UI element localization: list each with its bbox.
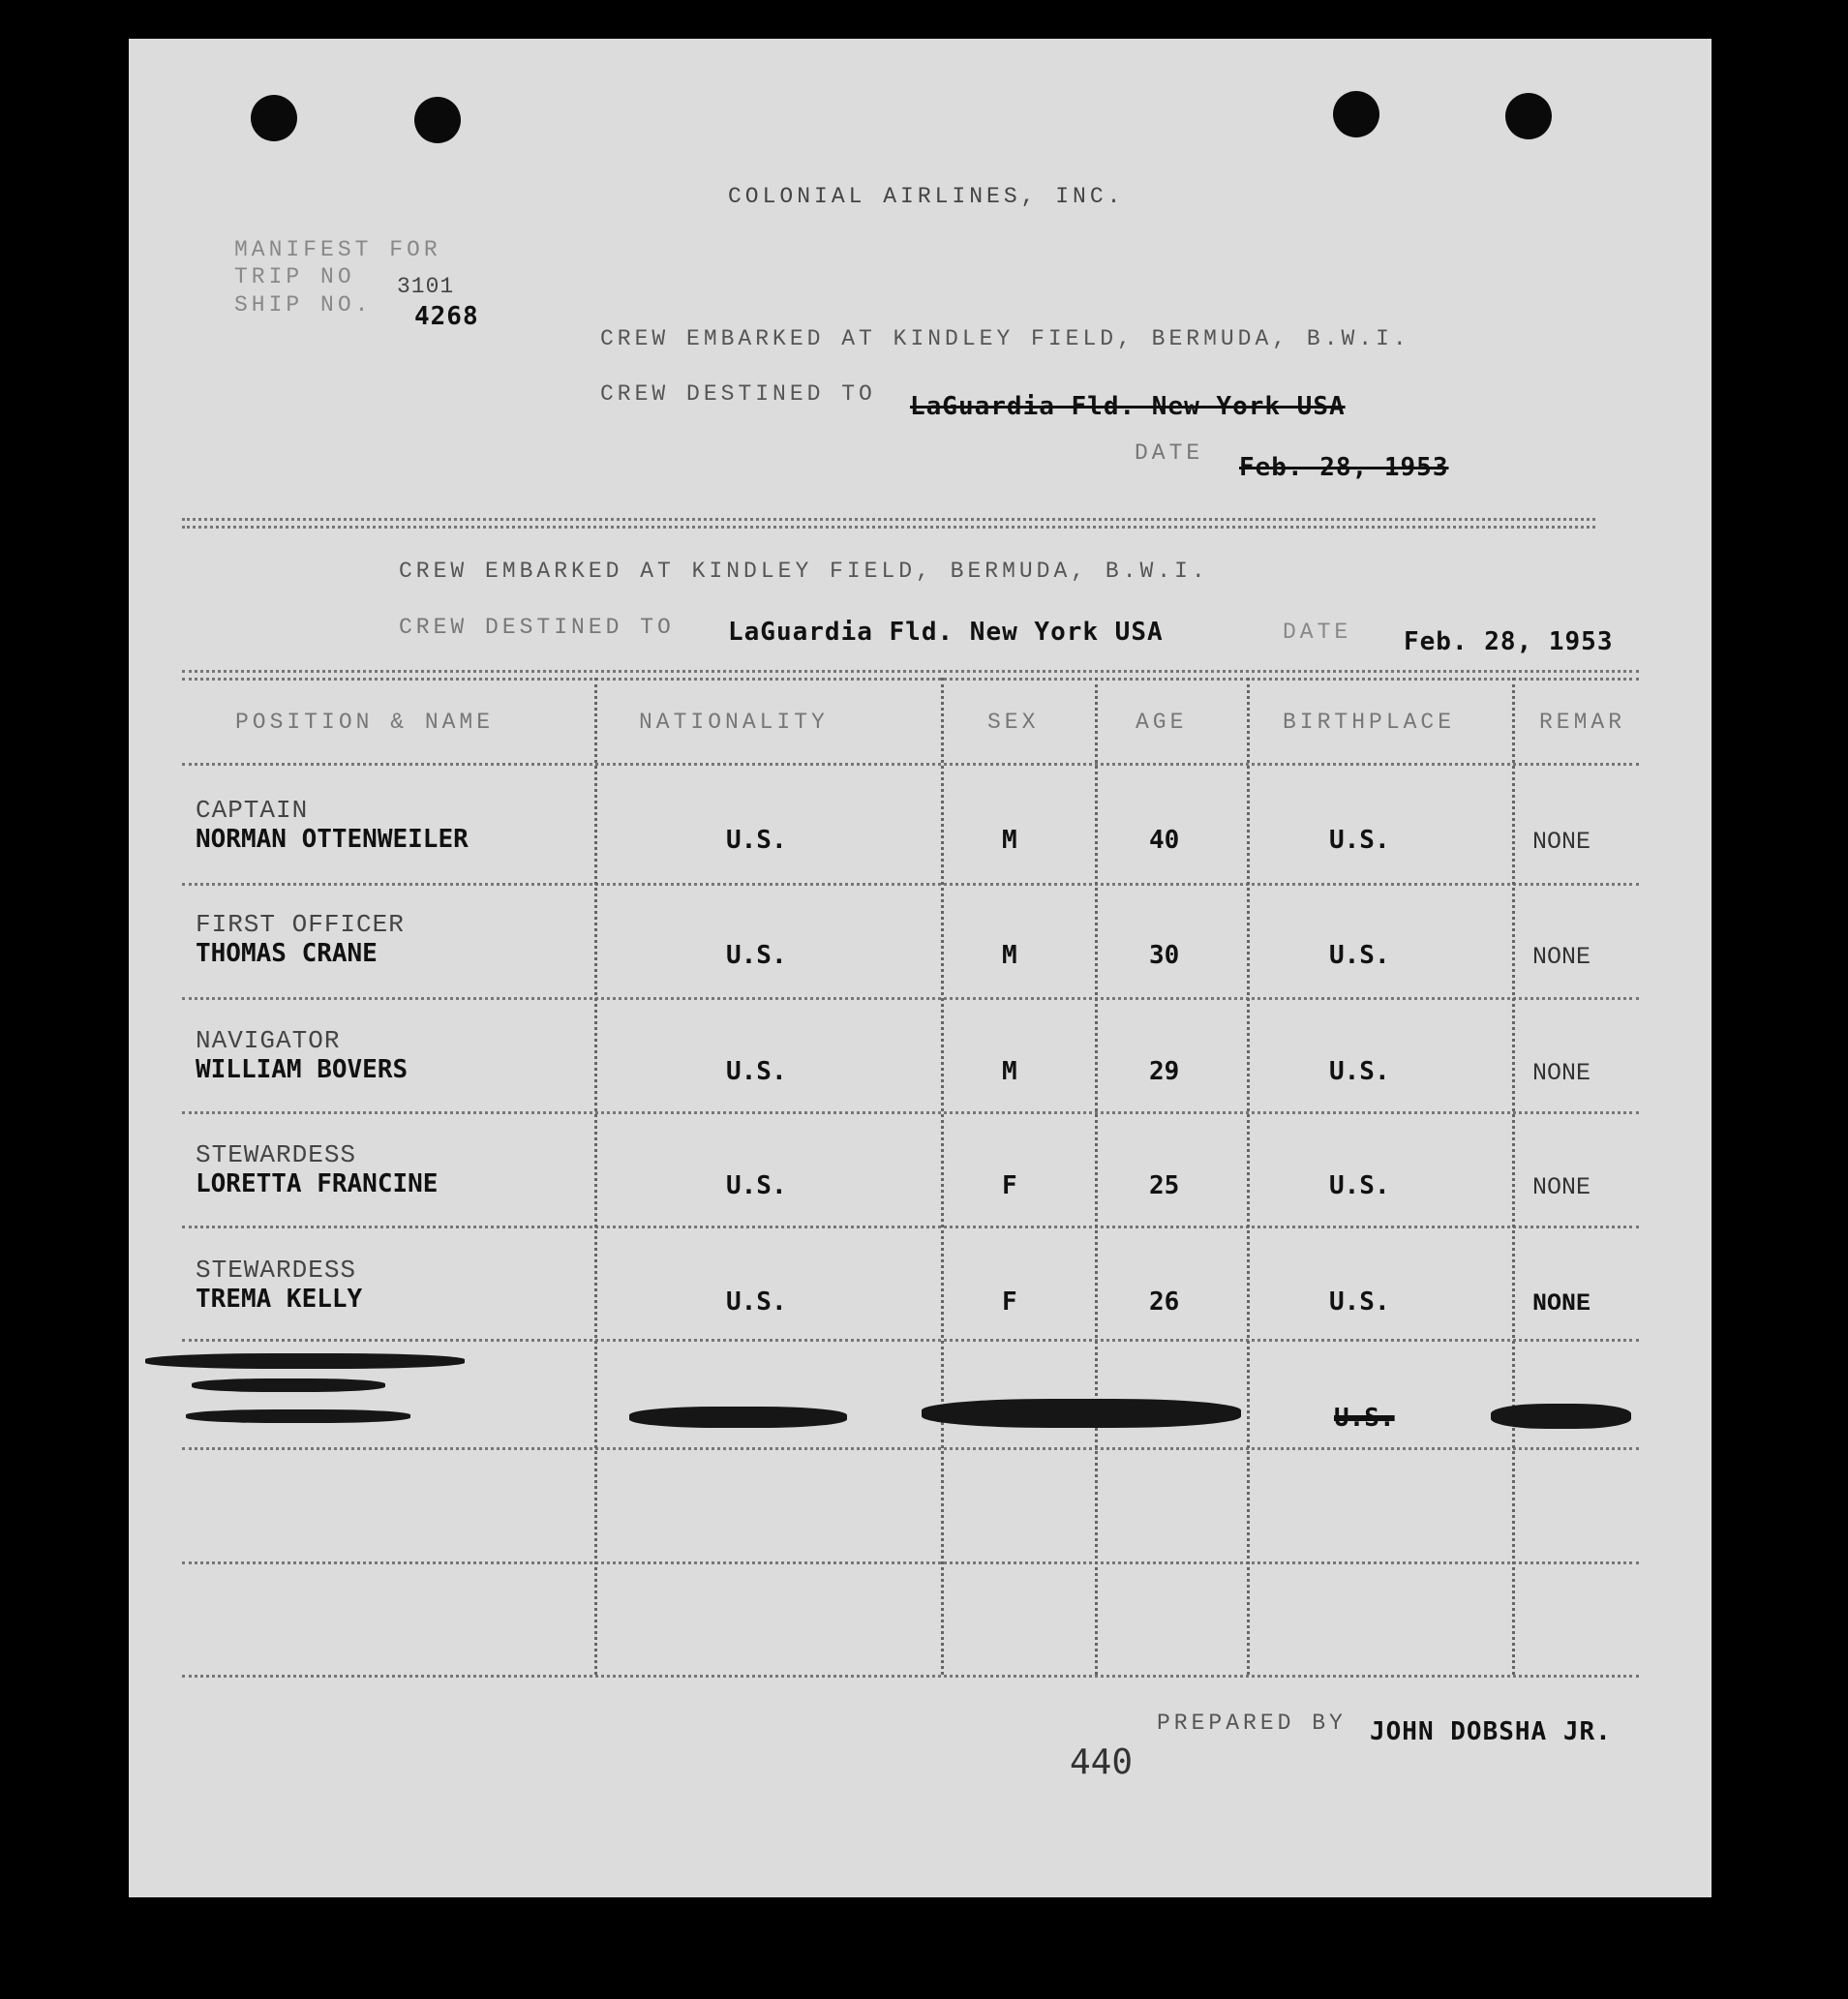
crew-nationality: U.S. bbox=[726, 941, 787, 970]
crew-name: WILLIAM BOVERS bbox=[196, 1055, 409, 1084]
row-rule bbox=[182, 1111, 1639, 1114]
crew-sex: M bbox=[1002, 941, 1017, 970]
column-divider bbox=[941, 678, 944, 1675]
crew-birthplace: U.S. bbox=[1329, 1057, 1390, 1086]
crew-position: STEWARDESS bbox=[196, 1256, 357, 1285]
ship-no-label: SHIP NO. bbox=[234, 292, 373, 318]
crew-remarks: NONE bbox=[1532, 828, 1591, 856]
row-rule bbox=[182, 1447, 1639, 1450]
column-divider bbox=[1512, 678, 1515, 1675]
crew-birthplace: U.S. bbox=[1329, 941, 1390, 970]
destination-value: LaGuardia Fld. New York USA bbox=[910, 392, 1346, 421]
table-bottom-rule bbox=[182, 1675, 1639, 1678]
punch-hole bbox=[1333, 91, 1379, 137]
crew-position: STEWARDESS bbox=[196, 1140, 357, 1169]
table-top-rule bbox=[182, 670, 1639, 673]
crew-birthplace: U.S. bbox=[1329, 826, 1390, 855]
crew-nationality: U.S. bbox=[726, 1287, 787, 1317]
crew-name: NORMAN OTTENWEILER bbox=[196, 825, 469, 854]
embarked-label-2: CREW EMBARKED AT KINDLEY FIELD, BERMUDA, B.W.I. bbox=[399, 559, 1209, 584]
prepared-by-label: PREPARED BY bbox=[1157, 1711, 1347, 1736]
col-header-sex: SEX bbox=[987, 710, 1040, 735]
trip-no-value: 3101 bbox=[397, 274, 455, 299]
row-rule bbox=[182, 883, 1639, 886]
column-divider bbox=[594, 678, 597, 1675]
row-rule bbox=[182, 997, 1639, 1000]
col-header-nationality: NATIONALITY bbox=[639, 710, 829, 735]
destined-label-2: CREW DESTINED TO bbox=[399, 615, 675, 640]
row-rule bbox=[182, 1226, 1639, 1228]
punch-hole bbox=[414, 97, 461, 143]
col-header-age: AGE bbox=[1136, 710, 1188, 735]
crew-position: NAVIGATOR bbox=[196, 1026, 341, 1055]
crew-position: CAPTAIN bbox=[196, 796, 309, 825]
page-number: 440 bbox=[1070, 1742, 1134, 1782]
divider bbox=[182, 526, 1595, 529]
crew-birthplace: U.S. bbox=[1329, 1171, 1390, 1200]
crew-sex: M bbox=[1002, 826, 1017, 855]
crew-nationality: U.S. bbox=[726, 1171, 787, 1200]
table-top-rule bbox=[182, 678, 1639, 681]
redaction-mark bbox=[192, 1378, 385, 1392]
crew-sex: F bbox=[1002, 1287, 1017, 1317]
ship-no-value: 4268 bbox=[414, 302, 479, 331]
crew-birthplace: U.S. bbox=[1329, 1287, 1390, 1317]
date-value-2: Feb. 28, 1953 bbox=[1404, 627, 1614, 656]
row-rule bbox=[182, 1561, 1639, 1564]
date-label-2: DATE bbox=[1283, 620, 1352, 645]
redaction-mark bbox=[922, 1399, 1241, 1428]
manifest-for-label: MANIFEST FOR bbox=[234, 237, 441, 262]
crew-nationality: U.S. bbox=[726, 826, 787, 855]
col-header-remarks: REMAR bbox=[1539, 710, 1626, 735]
destination-value-2: LaGuardia Fld. New York USA bbox=[728, 618, 1164, 647]
prepared-by-value: JOHN DOBSHA JR. bbox=[1370, 1717, 1612, 1746]
row-rule bbox=[182, 1339, 1639, 1342]
crew-age: 29 bbox=[1149, 1057, 1180, 1086]
column-divider bbox=[1095, 678, 1098, 1675]
table-header-rule bbox=[182, 763, 1639, 766]
crew-age: 30 bbox=[1149, 941, 1180, 970]
crew-name: TREMA KELLY bbox=[196, 1285, 363, 1314]
date-label: DATE bbox=[1135, 440, 1204, 466]
embarked-label: CREW EMBARKED AT KINDLEY FIELD, BERMUDA, B.W.I. bbox=[600, 326, 1410, 351]
column-divider bbox=[1247, 678, 1250, 1675]
redaction-mark bbox=[1491, 1404, 1631, 1429]
crew-remarks: NONE bbox=[1532, 1289, 1591, 1318]
col-header-position: POSITION & NAME bbox=[235, 710, 495, 735]
crew-nationality: U.S. bbox=[726, 1057, 787, 1086]
divider bbox=[182, 518, 1595, 521]
punch-hole bbox=[251, 95, 297, 141]
redaction-mark bbox=[629, 1407, 847, 1428]
crew-remarks: NONE bbox=[1532, 1059, 1591, 1087]
manifest-page bbox=[129, 39, 1712, 1897]
punch-hole bbox=[1505, 93, 1552, 139]
crew-name: LORETTA FRANCINE bbox=[196, 1169, 439, 1198]
crew-sex: F bbox=[1002, 1171, 1017, 1200]
date-value: Feb. 28, 1953 bbox=[1239, 453, 1449, 482]
struck-birthplace: U.S. bbox=[1334, 1404, 1395, 1433]
crew-age: 26 bbox=[1149, 1287, 1180, 1317]
crew-remarks: NONE bbox=[1532, 1173, 1591, 1201]
crew-age: 40 bbox=[1149, 826, 1180, 855]
crew-sex: M bbox=[1002, 1057, 1017, 1086]
company-name: COLONIAL AIRLINES, INC. bbox=[728, 184, 1125, 209]
redaction-mark bbox=[186, 1409, 410, 1423]
crew-remarks: NONE bbox=[1532, 943, 1591, 971]
crew-position: FIRST OFFICER bbox=[196, 910, 405, 939]
redaction-mark bbox=[145, 1353, 465, 1369]
col-header-birthplace: BIRTHPLACE bbox=[1283, 710, 1456, 735]
crew-age: 25 bbox=[1149, 1171, 1180, 1200]
crew-name: THOMAS CRANE bbox=[196, 939, 378, 968]
destined-label: CREW DESTINED TO bbox=[600, 381, 876, 407]
trip-no-label: TRIP NO bbox=[234, 264, 355, 289]
